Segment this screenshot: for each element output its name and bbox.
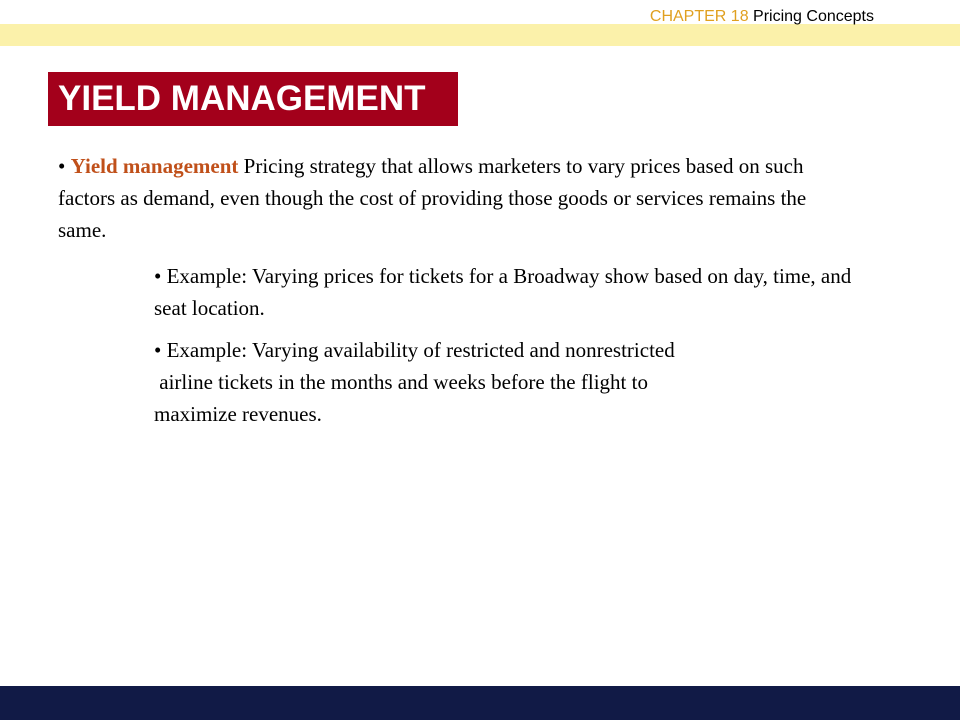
- sub-bullet-text-line2: airline tickets in the months and weeks before the flight to: [159, 370, 648, 394]
- slide-content: [58, 150, 858, 430]
- sub-bullet-airline-example: [58, 334, 864, 430]
- chapter-label: [650, 8, 874, 26]
- sub-bullet-text-line1: Example: Varying availability of restricted and nonrestricted: [166, 338, 675, 362]
- slide-title: YIELD MANAGEMENT: [48, 72, 458, 126]
- footer-band: [0, 686, 960, 720]
- sub-bullet-broadway-example: [58, 260, 864, 324]
- bullet-marker: •: [154, 338, 162, 362]
- chapter-title: Pricing Concepts: [753, 8, 874, 25]
- bullet-definition: Pricing strategy that allows marketers to vary prices based on such factors as demand, even though the cost of providing those goods or services remains the same.: [58, 154, 807, 242]
- sub-bullet-text: Example: Varying prices for tickets for a Broadway show based on day, time, and seat location.: [154, 264, 852, 320]
- bullet-marker: •: [58, 154, 66, 178]
- header-band: [0, 24, 960, 46]
- chapter-number: CHAPTER 18: [649, 8, 749, 25]
- bullet-term: Yield management: [70, 154, 239, 178]
- bullet-marker: •: [154, 264, 162, 288]
- bullet-yield-management: [58, 150, 858, 246]
- sub-bullet-text-line3: maximize revenues.: [154, 402, 322, 426]
